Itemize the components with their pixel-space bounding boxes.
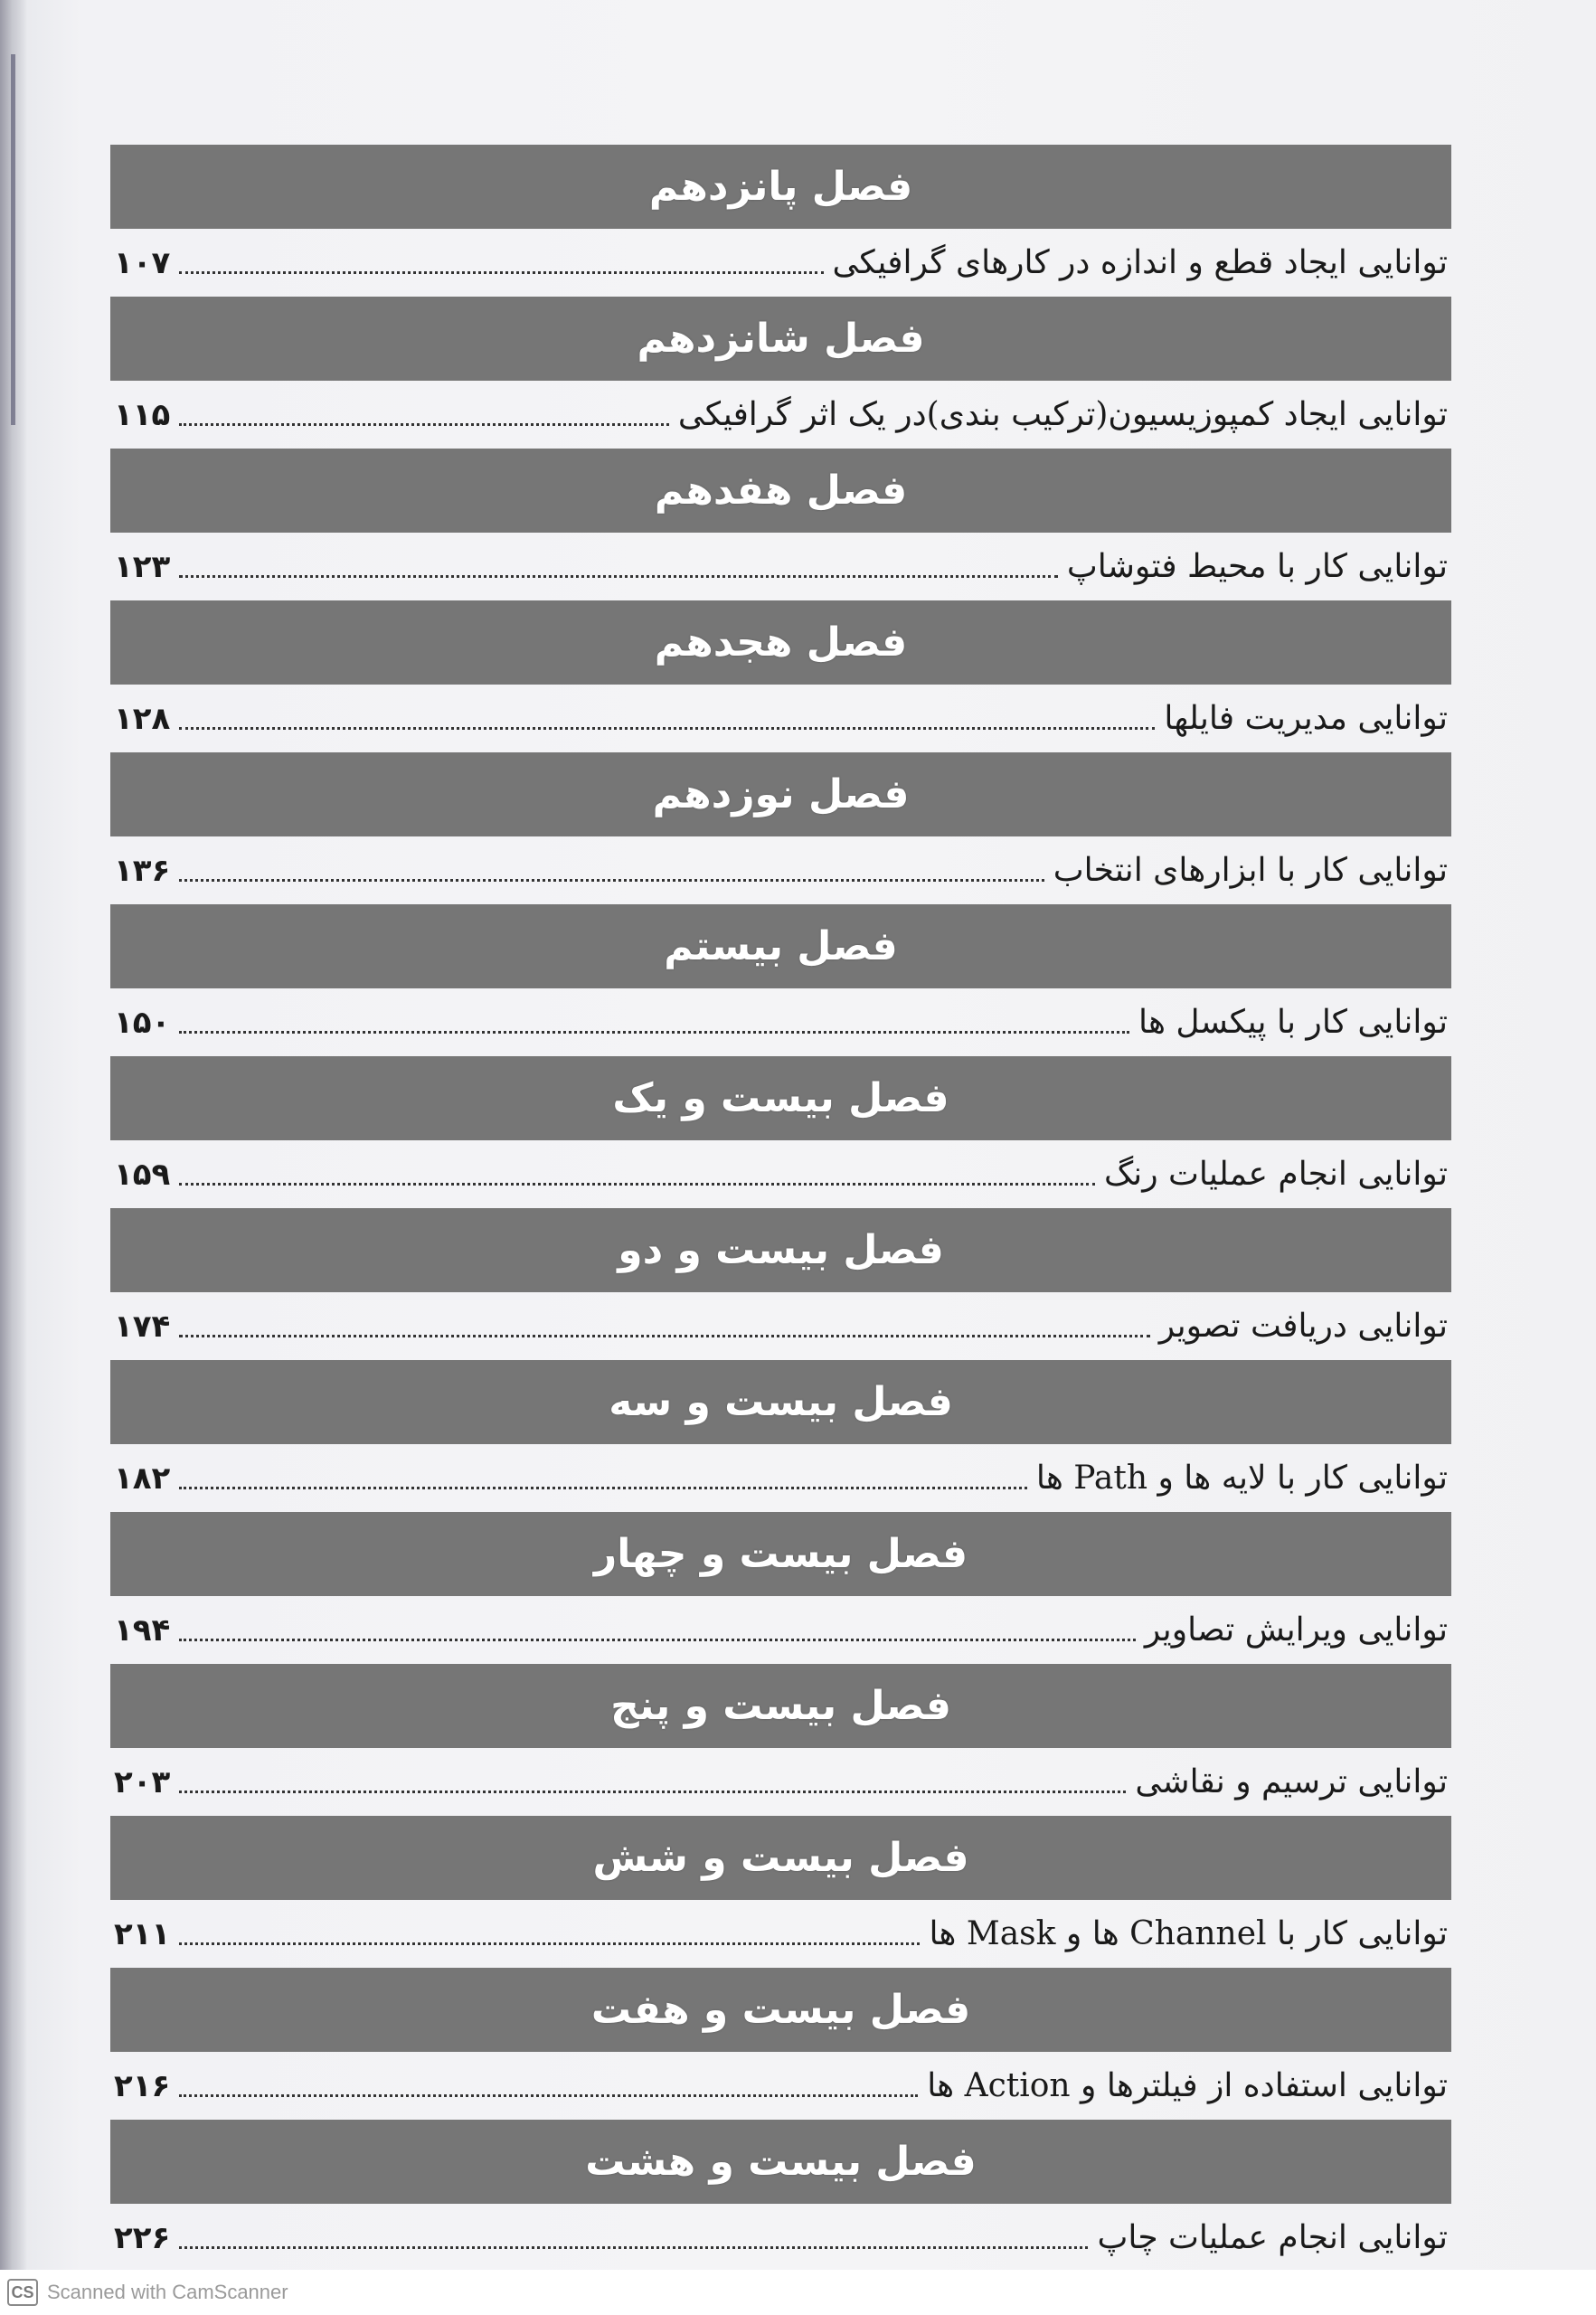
entry-title: توانایی دریافت تصویر	[1158, 1308, 1448, 1345]
chapter-heading: فصل هفدهم	[110, 449, 1451, 533]
toc-entry	[110, 1748, 1451, 1816]
chapter-heading: فصل بیست و پنج	[110, 1664, 1451, 1748]
page-number: ۱۳۶	[114, 852, 171, 889]
entry-title: توانایی کار با پیکسل ها	[1138, 1004, 1448, 1041]
entry-title: توانایی کار با Channel ها و Mask ها	[929, 1915, 1448, 1952]
page-number: ۱۵۰	[114, 1004, 171, 1041]
entry-title: توانایی انجام عملیات رنگ	[1103, 1156, 1448, 1193]
dot-leader	[179, 879, 1044, 882]
dot-leader	[179, 1791, 1126, 1793]
entry-title: توانایی ایجاد کمپوزیسیون(ترکیب بندی)در یک اثر گرافیکی	[677, 396, 1448, 433]
dot-leader	[179, 1639, 1136, 1641]
entry-title: توانایی کار با ابزارهای انتخاب	[1053, 852, 1448, 889]
dot-leader	[179, 575, 1058, 578]
toc-entry	[110, 2204, 1451, 2272]
page-number: ۱۲۸	[114, 700, 171, 737]
toc-entry	[110, 1596, 1451, 1664]
entry-title: توانایی ایجاد قطع و اندازه در کارهای گرافیکی	[832, 244, 1448, 281]
chapter-heading: فصل شانزدهم	[110, 297, 1451, 381]
toc-entry	[110, 1292, 1451, 1360]
entry-title: توانایی ویرایش تصاویر	[1144, 1611, 1448, 1649]
scanner-footer	[0, 2270, 1596, 2315]
page-number: ۲۰۳	[114, 1763, 171, 1800]
chapter-heading: فصل بیست و چهار	[110, 1512, 1451, 1596]
chapter-heading: فصل بیستم	[110, 904, 1451, 988]
page-number: ۱۰۷	[114, 244, 171, 281]
chapter-heading: فصل بیست و یک	[110, 1056, 1451, 1140]
dot-leader	[179, 1487, 1027, 1489]
camscanner-logo-icon: CS	[7, 2279, 38, 2306]
entry-title: توانایی استفاده از فیلترها و Action ها	[927, 2067, 1448, 2104]
page-number: ۱۸۲	[114, 1460, 171, 1497]
chapter-heading: فصل پانزدهم	[110, 145, 1451, 229]
page-number: ۱۹۴	[114, 1611, 171, 1649]
dot-leader	[179, 2246, 1088, 2249]
scanner-watermark-text: Scanned with CamScanner	[47, 2281, 288, 2303]
dot-leader	[179, 1031, 1129, 1034]
chapter-heading: فصل بیست و دو	[110, 1208, 1451, 1292]
toc-entry	[110, 1900, 1451, 1968]
dot-leader	[179, 423, 669, 426]
entry-title: توانایی انجام عملیات چاپ	[1097, 2219, 1448, 2256]
page-number: ۱۱۵	[114, 396, 171, 433]
chapter-heading: فصل بیست و هشت	[110, 2120, 1451, 2204]
book-spine-edge	[11, 54, 15, 425]
page-number: ۲۱۶	[114, 2067, 171, 2104]
chapter-heading: فصل بیست و هفت	[110, 1968, 1451, 2052]
dot-leader	[179, 1942, 920, 1945]
entry-title: توانایی کار با محیط فتوشاپ	[1066, 548, 1448, 585]
page-number: ۱۲۳	[114, 548, 171, 585]
dot-leader	[179, 271, 824, 274]
table-of-contents	[110, 145, 1451, 2272]
dot-leader	[179, 2094, 918, 2097]
toc-entry	[110, 381, 1451, 449]
entry-title: توانایی مدیریت فایلها	[1164, 700, 1448, 737]
page-number: ۲۲۶	[114, 2219, 171, 2256]
chapter-heading: فصل نوزدهم	[110, 752, 1451, 836]
toc-entry	[110, 229, 1451, 297]
toc-entry	[110, 2052, 1451, 2120]
chapter-heading: فصل بیست و سه	[110, 1360, 1451, 1444]
page-number: ۲۱۱	[114, 1915, 171, 1952]
toc-entry	[110, 1444, 1451, 1512]
toc-entry	[110, 1140, 1451, 1208]
page-number: ۱۷۴	[114, 1308, 171, 1345]
chapter-heading: فصل هجدهم	[110, 600, 1451, 685]
page-number: ۱۵۹	[114, 1156, 171, 1193]
toc-entry	[110, 685, 1451, 752]
dot-leader	[179, 1183, 1095, 1186]
dot-leader	[179, 1335, 1150, 1337]
dot-leader	[179, 727, 1155, 730]
chapter-heading: فصل بیست و شش	[110, 1816, 1451, 1900]
entry-title: توانایی کار با لایه ها و Path ها	[1035, 1460, 1448, 1497]
toc-entry	[110, 836, 1451, 904]
toc-entry	[110, 533, 1451, 600]
toc-entry	[110, 988, 1451, 1056]
entry-title: توانایی ترسیم و نقاشی	[1135, 1763, 1448, 1800]
